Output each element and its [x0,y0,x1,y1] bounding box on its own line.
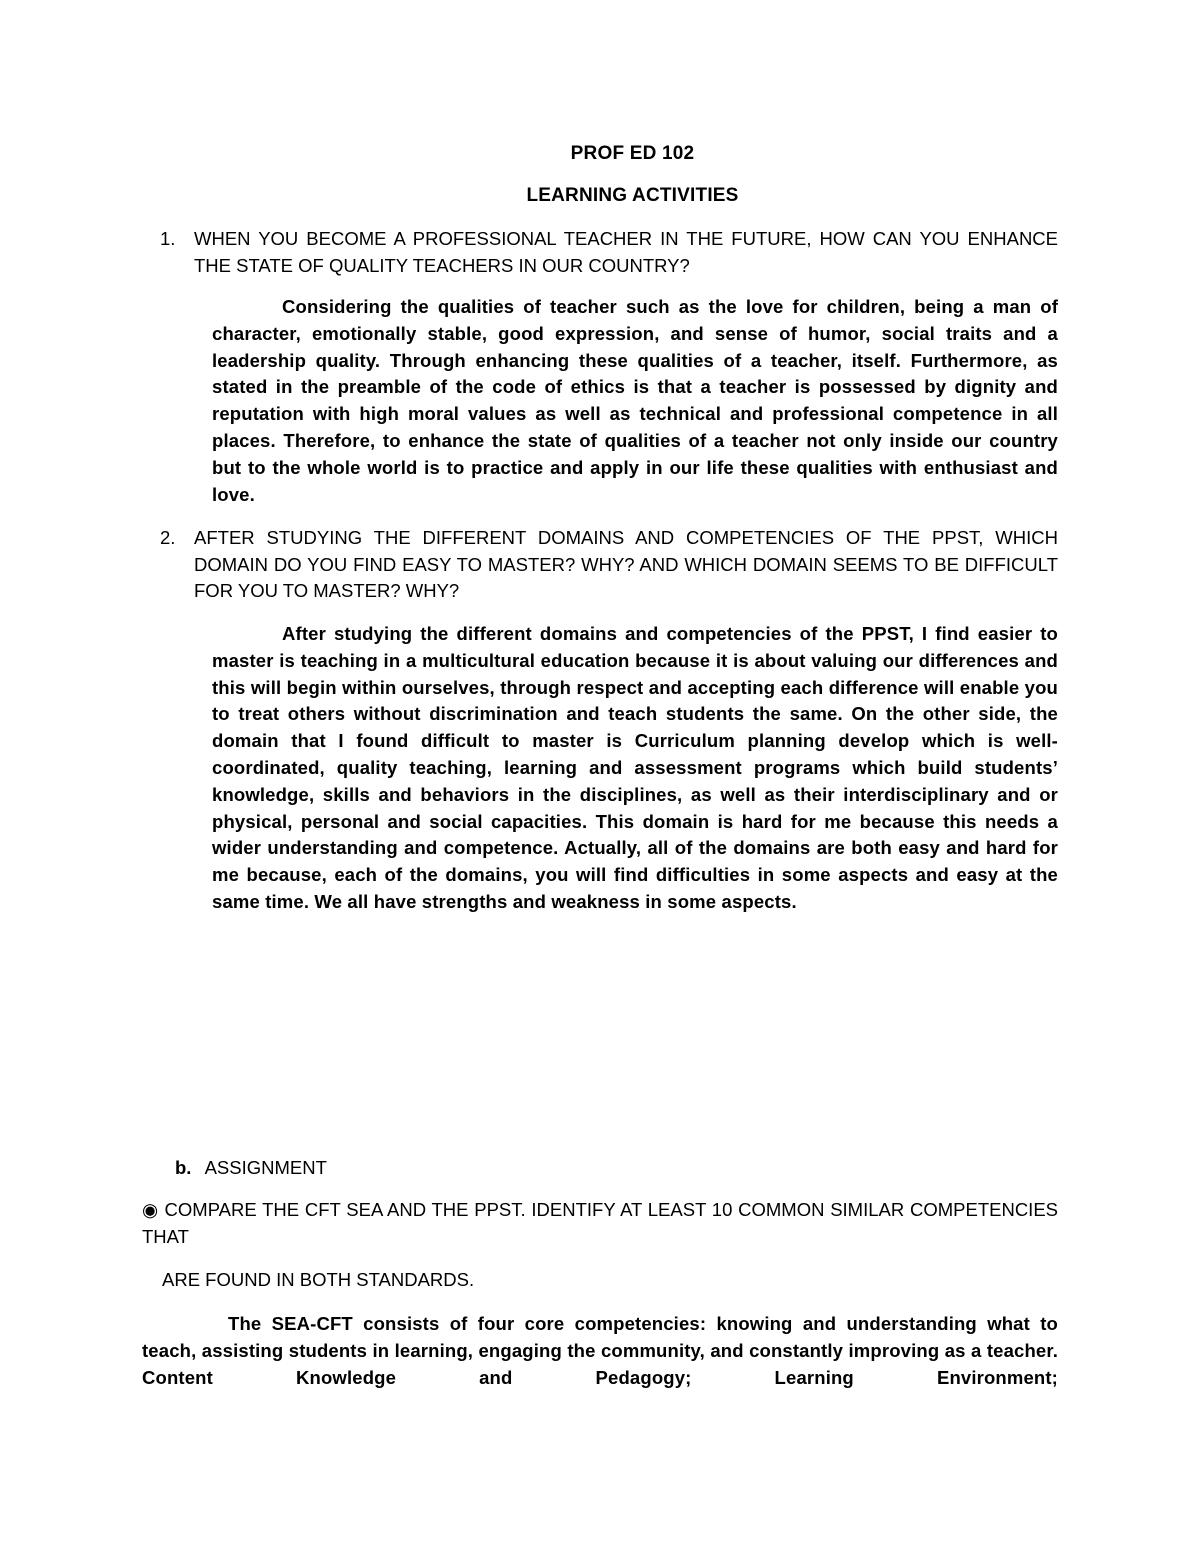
assignment-label: ASSIGNMENT [204,1157,327,1178]
section-title: LEARNING ACTIVITIES [526,185,739,206]
assignment-marker: b. [175,1157,192,1178]
assignment-answer: The SEA-CFT consists of four core competencies: knowing and understanding what to teach, assisting students in learning, engaging the community, and constantly improving as a teacher. Content Knowledge and Pedagogy; Learning Environment; [142,1313,1058,1388]
answer-1: Considering the qualities of teacher such as the love for children, being a man of character, emotionally stable, good expression, and sense of humor, social traits and a leadership quality. Through enhancing these qualities of a teacher, itself. Furthermore, as stated in the preamble of the code of ethics is that a teacher is possessed by dignity and reputation with high moral values as well as technical and professional competence in all places. Therefore, to enhance the state of qualities of a teacher not only inside our country but to the whole world is to practice and apply in our life these qualities with enthusiast and love. [212,296,1058,505]
assignment-prompt-text: COMPARE THE CFT SEA AND THE PPST. IDENTIFY AT LEAST 10 COMMON SIMILAR COMPETENCIES THAT [142,1199,1059,1247]
assignment-prompt-continued: ARE FOUND IN BOTH STANDARDS. [162,1269,475,1290]
question-1-number: 1. [160,228,176,249]
answer-2: After studying the different domains and competencies of the PPST, I find easier to master is teaching in a multicultural education because it is about valuing our differences and this will begin within ourselves, through respect and accepting each difference will enable you to treat others without discrimination and teach students the same. On the other side, the domain that I found difficult to master is Curriculum planning develop which is well-coordinated, quality teaching, learning and assessment programs which build students’ knowledge, skills and behaviors in the disciplines, as well as their interdisciplinary and or physical, personal and social capacities. This domain is hard for me because this needs a wider understanding and competence. Actually, all of the domains are both easy and hard for me because, each of the domains, you will find difficulties in some aspects and easy at the same time. We all have strengths and weakness in some aspects. [212,623,1058,912]
question-1-text: WHEN YOU BECOME A PROFESSIONAL TEACHER IN THE FUTURE, HOW CAN YOU ENHANCE THE STATE OF QUALITY TEACHERS IN OUR COUNTRY? [194,228,1058,276]
assignment-heading [175,1155,327,1182]
question-2-number: 2. [160,527,176,548]
bullet-icon: ◉ [142,1199,159,1220]
course-title: PROF ED 102 [570,143,695,164]
assignment-prompt [142,1197,1058,1250]
question-2-text: AFTER STUDYING THE DIFFERENT DOMAINS AND COMPETENCIES OF THE PPST, WHICH DOMAIN DO YOU FIND EASY TO MASTER? WHY? AND WHICH DOMAIN SEEMS TO BE DIFFICULT FOR YOU TO MASTER? WHY? [194,527,1058,601]
